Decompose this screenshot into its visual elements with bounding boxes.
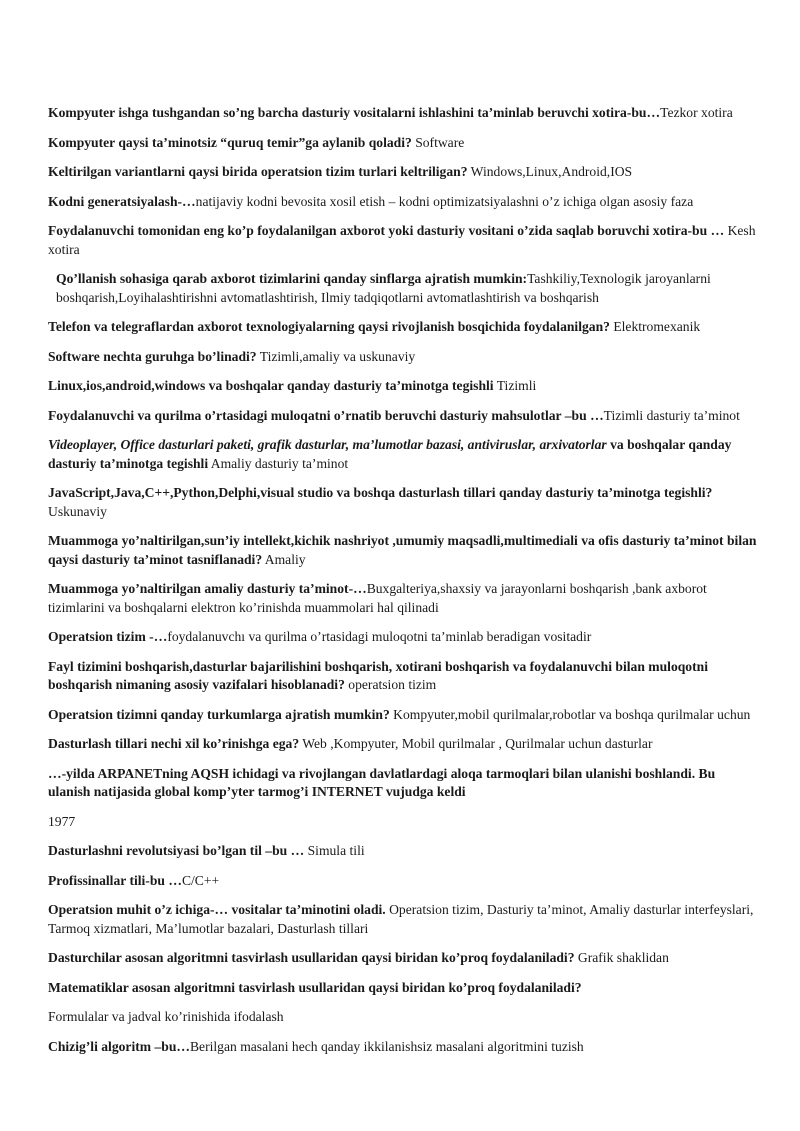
- answer-text: Formulalar va jadval ko’rinishida ifodalash: [48, 1009, 284, 1024]
- answer-text: Tashkiliy,Texnologik jaroyanlarni boshqarish,Loyihalashtirishni avtomatlashtirish, Ilmiy tadqiqotlarni avtomatlashtirish va boshqarish: [56, 271, 711, 305]
- question-text: Linux,ios,android,windows va boshqalar qanday dasturiy ta’minotga tegishli: [48, 378, 494, 393]
- question-text: Dasturlashni revolutsiyasi bo’lgan til –bu …: [48, 843, 305, 858]
- answer-text: natijaviy kodni bevosita xosil etish – kodni optimizatsiyalashni o’z ichiga olgan asosiy faza: [195, 193, 694, 209]
- qa-item-27: [48, 1038, 760, 1057]
- qa-item-14: [48, 580, 760, 617]
- answer-text: Elektromexanik: [609, 319, 701, 334]
- answer-text: Tizimli,amaliy va uskunaviy: [256, 348, 416, 364]
- question-text: va boshqalar qanday dasturiy ta’minotga tegishli: [48, 437, 732, 471]
- answer-text: Buxgalteriya,shaxsiy va jarayonlarni boshqarish ,bank axborot tizimlarini va boshqalarni elektron ko’rinishda muammolari hal qilinadi: [48, 581, 707, 615]
- qa-item-12: [48, 484, 760, 521]
- qa-item-22: [48, 872, 760, 891]
- qa-item-20: [48, 813, 760, 832]
- question-text: Profissinallar tili-bu …: [48, 872, 182, 888]
- qa-item-25: [48, 979, 760, 998]
- answer-text: Kompyuter,mobil qurilmalar,robotlar va boshqa qurilmalar uchun: [389, 706, 751, 722]
- question-text: Kompyuter qaysi ta’minotsiz “quruq temir”ga aylanib qoladi?: [48, 134, 412, 150]
- qa-item-13: [48, 532, 760, 569]
- qa-item-8: [48, 348, 760, 367]
- question-text: Dasturlash tillari nechi xil ko’rinishga ega?: [48, 736, 300, 751]
- question-text: Telefon va telegraflardan axborot texnologiyalarning qaysi rivojlanish bosqichida foydalanilgan?: [48, 319, 610, 334]
- qa-item-5: [48, 222, 760, 259]
- question-text: …-yilda ARPANETning AQSH ichidagi va rivojlangan davlatlardagi aloqa tarmoqlari bilan ulanishi boshlandi. Bu ulanish natijasida global komp’yter tarmog’i INTERNET vujudga keldi: [48, 765, 716, 799]
- question-text: Qo’llanish sohasiga qarab axborot tizimlarini qanday sinflarga ajratish mumkin:: [56, 271, 528, 286]
- question-text: Dasturchilar asosan algoritmni tasvirlash usullaridan qaysi biridan ko’proq foydalaniladi?: [48, 950, 575, 965]
- question-text: Operatsion tizim -…: [48, 629, 168, 644]
- answer-text: foydalanuvchı va qurilma o’rtasidagi muloqotni ta’minlab beradigan vositadir: [167, 629, 592, 644]
- answer-text: 1977: [48, 813, 76, 829]
- qa-item-4: [48, 193, 760, 212]
- question-text: Foydalanuvchi tomonidan eng ko’p foydalanilgan axborot yoki dasturiy vositani o’zida saqlab boruvchi xotira-bu …: [48, 223, 725, 238]
- answer-text: Tizimli: [493, 378, 537, 393]
- qa-item-21: [48, 842, 760, 861]
- qa-item-6: [48, 270, 760, 307]
- question-text: Muammoga yo’naltirilgan,sun’iy intellekt,kichik nashriyot ,umumiy maqsadli,multimediali va ofis dasturiy ta’minot bilan qaysi dasturiy ta’minot tasniflanadi?: [48, 533, 757, 567]
- answer-text: Operatsion tizim, Dasturiy ta’minot, Amaliy dasturlar interfeyslari, Tarmoq xizmatlari, Ma’lumotlar bazalari, Dasturlash tillari: [48, 902, 754, 936]
- qa-item-2: [48, 134, 760, 153]
- qa-item-24: [48, 949, 760, 968]
- qa-item-19: [48, 765, 760, 802]
- answer-text: Windows,Linux,Android,IOS: [467, 164, 633, 179]
- qa-item-18: [48, 735, 760, 754]
- question-text: Kodni generatsiyalash-…: [48, 193, 196, 209]
- question-text: Matematiklar asosan algoritmni tasvirlash usullaridan qaysi biridan ko’proq foydalaniladi?: [48, 979, 582, 995]
- question-text: Chizig’li algoritm –bu…: [48, 1038, 190, 1054]
- answer-text: operatsion tizim: [344, 677, 437, 692]
- answer-text: Web ,Kompyuter, Mobil qurilmalar , Qurilmalar uchun dasturlar: [299, 736, 653, 751]
- answer-text: Amaliy: [262, 551, 306, 567]
- question-text: Operatsion tizimni qanday turkumlarga ajratish mumkin?: [48, 706, 390, 722]
- qa-item-9: [48, 377, 760, 396]
- question-text: Fayl tizimini boshqarish,dasturlar bajarilishini boshqarish, xotirani boshqarish va foydalanuvchi bilan muloqotni boshqarish nimaning asosiy vazifalari hisoblanadi?: [48, 658, 708, 692]
- qa-item-23: [48, 901, 760, 938]
- question-italic-text: Videoplayer, Office dasturlari paketi, grafik dasturlar, ma’lumotlar bazasi, antiviruslar, arxivatorlar: [48, 437, 607, 452]
- answer-text: Berilgan masalani hech qanday ikkilanishsiz masalani algoritmini tuzish: [189, 1038, 584, 1054]
- qa-item-3: [48, 163, 760, 182]
- question-text: Software nechta guruhga bo’linadi?: [48, 348, 257, 364]
- qa-item-15: [48, 628, 760, 647]
- question-text: Foydalanuvchi va qurilma o’rtasidagi muloqatni o’rnatib beruvchi dasturiy mahsulotlar –bu …: [48, 407, 604, 423]
- question-text: Keltirilgan variantlarni qaysi birida operatsion tizim turlari keltriligan?: [48, 164, 468, 179]
- qa-item-10: [48, 407, 760, 426]
- answer-text: Software: [411, 134, 465, 150]
- qa-item-16: [48, 658, 760, 695]
- question-text: Operatsion muhit o’z ichiga-… vositalar ta’minotini oladi.: [48, 902, 386, 917]
- answer-text: C/C++: [181, 872, 220, 888]
- qa-item-1: [48, 104, 760, 123]
- answer-text: Grafik shaklidan: [574, 950, 669, 965]
- question-text: JavaScript,Java,C++,Python,Delphi,visual studio va boshqa dasturlash tillari qanday dasturiy ta’minotga tegishli?: [48, 485, 713, 500]
- answer-text: Tezkor xotira: [660, 105, 733, 120]
- answer-text: Tizimli dasturiy ta’minot: [603, 407, 740, 423]
- question-text: Muammoga yo’naltirilgan amaliy dasturiy ta’minot-…: [48, 581, 367, 596]
- answer-text: Simula tili: [304, 843, 365, 858]
- qa-item-11: [48, 436, 760, 473]
- document-page: [48, 104, 760, 1067]
- answer-text: Uskunaviy: [48, 503, 107, 519]
- question-text: Kompyuter ishga tushgandan so’ng barcha dasturiy vositalarni ishlashini ta’minlab beruvchi xotira-bu…: [48, 105, 661, 120]
- answer-text: Kesh xotira: [48, 223, 756, 257]
- qa-item-7: [48, 318, 760, 337]
- qa-item-17: [48, 706, 760, 725]
- qa-item-26: [48, 1008, 760, 1027]
- answer-text: Amaliy dasturiy ta’minot: [208, 455, 349, 471]
